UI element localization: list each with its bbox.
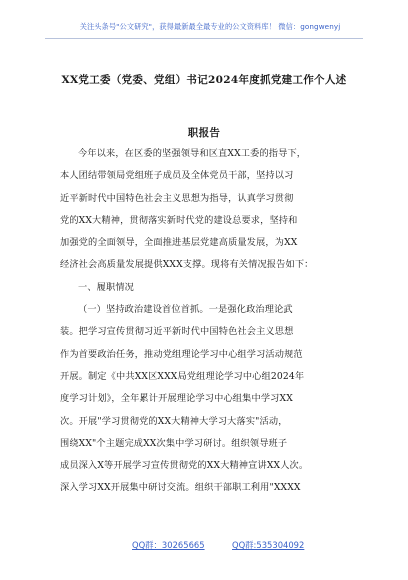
document-title-line2: 职报告 bbox=[187, 127, 221, 139]
paragraph bbox=[60, 143, 360, 277]
document-body bbox=[60, 143, 360, 500]
header-notice: 关注头条号"公文研究"，获得最新最全最专业的公文资料库！ 微信：gongwenyj bbox=[79, 22, 341, 31]
text-line: 近平新时代中国特色社会主义思想为指导，认真学习贯彻 bbox=[60, 192, 294, 204]
text-line: 深入学习XX开展集中研讨交流。组织干部职工利用"XXXX bbox=[60, 482, 301, 494]
text-line: 成员深入X等开展学习宣传贯彻党的XX大精神宣讲XX人次。 bbox=[60, 460, 309, 472]
text-line: 今年以来，在区委的坚强领导和区直XX工委的指导下， bbox=[78, 148, 307, 159]
header-divider bbox=[45, 38, 363, 39]
paragraph bbox=[60, 299, 360, 500]
footer-qq-group-left[interactable]: QQ群：30265665 bbox=[132, 540, 205, 550]
text-line: （一）坚持政治建设首位首抓。一是强化政治理论武 bbox=[78, 304, 293, 316]
text-line: 党的XX大精神，贯彻落实新时代党的建设总要求，坚持和 bbox=[60, 214, 298, 226]
text-line: 装。把学习宣传贯彻习近平新时代中国特色社会主义思想 bbox=[60, 326, 294, 338]
text-line: 围绕XX"个主题完成XX次集中学习研讨。组织领导班子 bbox=[60, 437, 288, 449]
footer-qq-group-right[interactable]: QQ群:535304092 bbox=[232, 540, 305, 550]
section-heading bbox=[60, 277, 360, 299]
document-title-line1: XX党工委（党委、党组）书记2024年度抓党建工作个人述 bbox=[61, 74, 347, 86]
heading-line: 一、履职情况 bbox=[78, 281, 135, 293]
text-line: 加强党的全面领导，全面推进基层党建高质量发展，为XX bbox=[60, 237, 298, 249]
text-line: 次。开展"学习贯彻党的XX大精神大学习大落实"活动， bbox=[60, 415, 288, 427]
text-line: 本人团结带领局党组班子成员及全体党员干部，坚持以习 bbox=[60, 170, 294, 182]
text-line: 经济社会高质量发展提供XXX支撑。现将有关情况报告如下： bbox=[60, 259, 314, 271]
text-line: 度学习计划》，全年累计开展理论学习中心组集中学习XX bbox=[60, 393, 293, 405]
text-line: 作为首要政治任务，推动党组理论学习中心组学习活动规范 bbox=[60, 348, 303, 360]
text-line: 开展。制定《中共XX区XXX局党组理论学习中心组2024年 bbox=[60, 370, 305, 382]
